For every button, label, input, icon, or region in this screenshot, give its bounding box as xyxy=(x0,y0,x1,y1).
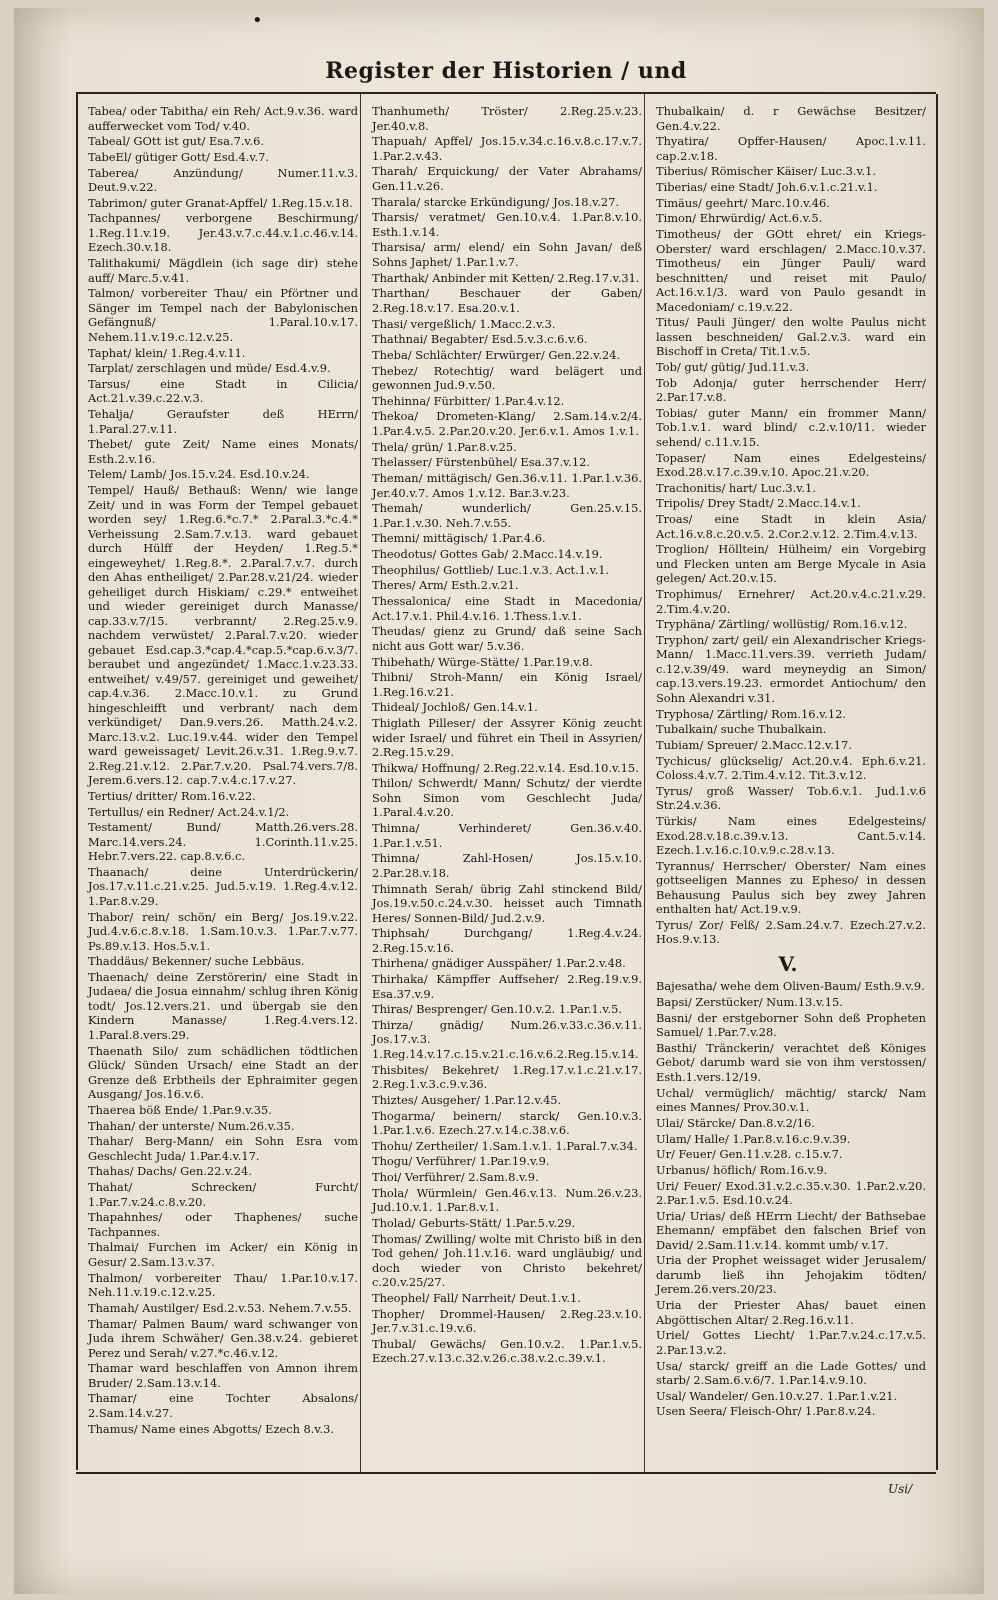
index-entry: Tabea/ oder Tabitha/ ein Reh/ Act.9.v.36. ward aufferwecket vom Tod/ v.40. xyxy=(88,104,358,133)
index-entry: Tharsis/ veratmet/ Gen.10.v.4. 1.Par.8.v.10. Esth.1.v.14. xyxy=(372,210,642,239)
index-entry: Thimna/ Zahl-Hosen/ Jos.15.v.10. 2.Par.28.v.18. xyxy=(372,851,642,880)
index-entry: Theophel/ Fall/ Narrheit/ Deut.1.v.1. xyxy=(372,1290,581,1305)
index-entry: Türkis/ Nam eines Edelgesteins/ Exod.28.v.18.c.39.v.13. Cant.5.v.14. Ezech.1.v.16.c.10.v.9.c.28.v.13. xyxy=(656,814,926,857)
index-entry: Thiphsah/ Durchgang/ 1.Reg.4.v.24. 2.Reg.15.v.16. xyxy=(372,926,642,955)
index-entry: Talmon/ vorbereiter Thau/ ein Pförtner und Sänger im Tempel nach der Babylonischen Gefängnuß/ 1.Paral.10.v.17. Nehem.11.v.19.c.12.v.25. xyxy=(88,286,358,344)
index-entry: Thahat/ Schrecken/ Furcht/ 1.Par.7.v.24.c.8.v.20. xyxy=(88,1180,358,1209)
index-entry: Usen Seera/ Fleisch-Ohr/ 1.Par.8.v.24. xyxy=(656,1404,876,1419)
running-head: Register der Historien / und xyxy=(325,58,687,84)
index-entry: Thahas/ Dachs/ Gen.22.v.24. xyxy=(88,1164,252,1179)
index-entry: Tubalkain/ suche Thubalkain. xyxy=(656,722,827,737)
index-entry: Theba/ Schlächter/ Erwürger/ Gen.22.v.24. xyxy=(372,347,621,362)
index-entry: Thimna/ Verhinderet/ Gen.36.v.40. 1.Par.1.v.51. xyxy=(372,821,642,850)
index-entry: Tharah/ Erquickung/ der Vater Abrahams/ Gen.11.v.26. xyxy=(372,164,642,193)
index-entry: Thibni/ Stroh-Mann/ ein König Israel/ 1.Reg.16.v.21. xyxy=(372,670,642,699)
index-entry: Thisbites/ Bekehret/ 1.Reg.17.v.1.c.21.v.17. 2.Reg.1.v.3.c.9.v.36. xyxy=(372,1062,642,1092)
index-entry: Usa/ starck/ greiff an die Lade Gottes/ und starb/ 2.Sam.6.v.6/7. 1.Par.14.v.9.10. xyxy=(656,1358,926,1387)
index-entry: Thelasser/ Fürstenbühel/ Esa.37.v.12. xyxy=(372,455,590,470)
index-entry: Thirza/ gnädig/ Num.26.v.33.c.36.v.11. Jos.17.v.3. 1.Reg.14.v.17.c.15.v.21.c.16.v.6.2.Reg.15.v.14. xyxy=(372,1017,642,1061)
index-entry: Ur/ Feuer/ Gen.11.v.28. c.15.v.7. xyxy=(656,1147,843,1162)
index-entry: Thaenach/ deine Zerstörerin/ eine Stadt in Judaea/ die Josua einnahm/ schlug ihren König todt/ Jos.12.vers.21. und übergab sie den Kindern Manasse/ 1.Reg.4.vers.12. 1.Paral.8.vers.29. xyxy=(88,969,358,1042)
index-entry: Thideal/ Jochloß/ Gen.14.v.1. xyxy=(372,700,538,715)
index-entry: Thahar/ Berg-Mann/ ein Sohn Esra vom Geschlecht Juda/ 1.Par.4.v.17. xyxy=(88,1134,358,1163)
index-entry: Tyrus/ Zor/ Felß/ 2.Sam.24.v.7. Ezech.27.v.2. Hos.9.v.13. xyxy=(656,917,926,947)
index-entry: Tobias/ guter Mann/ ein frommer Mann/ Tob.1.v.1. ward blind/ c.2.v.10/11. wieder sehend/ c.11.v.15. xyxy=(656,405,926,449)
index-entry: Thohu/ Zertheiler/ 1.Sam.1.v.1. 1.Paral.7.v.34. xyxy=(372,1138,638,1153)
index-entry: Thirhaka/ Kämpffer Auffseher/ 2.Reg.19.v.9. Esa.37.v.9. xyxy=(372,972,642,1001)
index-entry: Thamar/ Palmen Baum/ ward schwanger von Juda ihrem Schwäher/ Gen.38.v.24. gebieret Perez und Serah/ v.27.*c.46.v.12. xyxy=(88,1316,358,1360)
index-entry: Timon/ Ehrwürdig/ Act.6.v.5. xyxy=(656,211,823,226)
index-entry: Thamar/ eine Tochter Absalons/ 2.Sam.14.v.27. xyxy=(88,1391,358,1420)
index-entry: Bajesatha/ wehe dem Oliven-Baum/ Esth.9.v.9. xyxy=(656,979,925,994)
index-entry: Tehalja/ Geraufster deß HErrn/ 1.Paral.27.v.11. xyxy=(88,407,358,436)
index-entry: TabeEl/ gütiger Gott/ Esd.4.v.7. xyxy=(88,149,269,164)
index-entry: Tyrannus/ Herrscher/ Oberster/ Nam eines gottseeligen Mannes zu Epheso/ in dessen Behausung Paulus sich bey zwey Jahren enthalten hat/ Act.19.v.9. xyxy=(656,858,926,917)
index-entry: Thogarma/ beinern/ starck/ Gen.10.v.3. 1.Par.1.v.6. Ezech.27.v.14.c.38.v.6. xyxy=(372,1108,642,1137)
index-entry: Tempel/ Hauß/ Bethauß: Wenn/ wie lange Zeit/ und in was Form der Tempel gebauet worden sey/ 1.Reg.6.*c.7.* 2.Paral.3.*c.4.* Verheissung 2.Sam.7.v.13. ward gebauet durch Hülff der Heyden/ 1.Reg.5.* eingeweyhet/ 1.Reg.8.*. 2.Paral.7.v.7. durch den Ahas entheiliget/ 2.Par.28.v.21/24. wieder geheiliget durch Hiskiam/ c.29.* entweihet und wieder gereiniget durch Manasse/ cap.33.v.7/15. verbrannt/ 2.Reg.25.v.9. nachdem verwüstet/ 2.Paral.7.v.20. wieder gebauet Esd.cap.3.*cap.4.*cap.5.*cap.6.v.3/7. beraubet und angezündet/ 1.Macc.1.v.23.33. entweihet/ v.49/57. gereiniget und geweihet/ cap.4.v.36. 2.Macc.10.v.1. zu Grund hingeschleifft und verbrant/ nach dem verkündiget/ Dan.9.vers.26. Matth.24.v.2. Marc.13.v.2. Luc.19.v.44. wider den Tempel ward geweissaget/ Levit.26.v.31. 1.Reg.9.v.7. 2.Reg.21.v.12. 2.Par.7.v.20. Psal.74.vers.7/8. Jerem.6.vers.12. cap.7.v.4.c.17.v.27. xyxy=(88,483,358,788)
index-entry: Trophimus/ Ernehrer/ Act.20.v.4.c.21.v.29. 2.Tim.4.v.20. xyxy=(656,587,926,616)
index-entry: Tryphäna/ Zärtling/ wollüstig/ Rom.16.v.12. xyxy=(656,617,908,632)
index-entry: Thamah/ Austilger/ Esd.2.v.53. Nehem.7.v.55. xyxy=(88,1300,352,1315)
index-entry: Tarsus/ eine Stadt in Cilicia/ Act.21.v.39.c.22.v.3. xyxy=(88,376,358,406)
index-entry: Tryphon/ zart/ geil/ ein Alexandrischer Kriegs-Mann/ 1.Macc.11.vers.39. verrieth Judam/ c.12.v.39/49. ward meyneydig an Simon/ cap.13.vers.19.23. ermordet Antiochum/ den Sohn Alexandri v.31. xyxy=(656,632,926,705)
index-entry: Tholad/ Geburts-Stätt/ 1.Par.5.v.29. xyxy=(372,1215,576,1230)
index-entry: Ulam/ Halle/ 1.Par.8.v.16.c.9.v.39. xyxy=(656,1131,851,1146)
index-entry: Troas/ eine Stadt in klein Asia/ Act.16.v.8.c.20.v.5. 2.Cor.2.v.12. 2.Tim.4.v.13. xyxy=(656,512,926,541)
index-entry: Thubalkain/ d. r Gewächse Besitzer/ Gen.4.v.22. xyxy=(656,104,926,133)
index-entry: Thirhena/ gnädiger Ausspäher/ 1.Par.2.v.48. xyxy=(372,956,626,971)
index-entry: Topaser/ Nam eines Edelgesteins/ Exod.28.v.17.c.39.v.10. Apoc.21.v.20. xyxy=(656,450,926,480)
index-entry: Urbanus/ höflich/ Rom.16.v.9. xyxy=(656,1162,828,1177)
index-column-2 xyxy=(366,104,642,1462)
index-entry: Theudas/ gienz zu Grund/ daß seine Sach nicht aus Gott war/ 5.v.36. xyxy=(372,624,642,653)
index-entry: Tripolis/ Drey Stadt/ 2.Macc.14.v.1. xyxy=(656,496,861,511)
index-entry: Thiras/ Besprenger/ Gen.10.v.2. 1.Par.1.v.5. xyxy=(372,1002,622,1017)
index-entry: Theophilus/ Gottlieb/ Luc.1.v.3. Act.1.v.1. xyxy=(372,562,610,577)
index-entry: Talithakumi/ Mägdlein (ich sage dir) stehe auff/ Marc.5.v.41. xyxy=(88,256,358,285)
index-entry: Tiberias/ eine Stadt/ Joh.6.v.1.c.21.v.1. xyxy=(656,180,878,195)
index-entry: Troglion/ Hölltein/ Hülheim/ ein Vorgebirg und Flecken unten am Berge Mycale in Asia gelegen/ Act.20.v.15. xyxy=(656,542,926,586)
index-entry: Thiztes/ Ausgeher/ 1.Par.12.v.45. xyxy=(372,1092,562,1107)
index-entry: Thaerea böß Ende/ 1.Par.9.v.35. xyxy=(88,1102,272,1117)
index-column-3 xyxy=(650,104,926,1462)
index-entry: Usal/ Wandeler/ Gen.10.v.27. 1.Par.1.v.21. xyxy=(656,1388,898,1403)
index-entry: Tharsisa/ arm/ elend/ ein Sohn Javan/ deß Sohns Japhet/ 1.Par.1.v.7. xyxy=(372,240,642,269)
index-entry: Thathnai/ Begabter/ Esd.5.v.3.c.6.v.6. xyxy=(372,332,588,347)
index-entry: Telem/ Lamb/ Jos.15.v.24. Esd.10.v.24. xyxy=(88,467,310,482)
index-entry: Themah/ wunderlich/ Gen.25.v.15. 1.Par.1.v.30. Neh.7.v.55. xyxy=(372,501,642,530)
index-entry: Basthi/ Tränckerin/ verachtet deß Königes Gebot/ darumb ward sie von ihm verstossen/ Esth.1.vers.12/19. xyxy=(656,1040,926,1084)
index-entry: Thoi/ Verführer/ 2.Sam.8.v.9. xyxy=(372,1170,539,1185)
index-entry: Basni/ der erstgeborner Sohn deß Propheten Samuel/ 1.Par.7.v.28. xyxy=(656,1010,926,1040)
index-entry: Thabor/ rein/ schön/ ein Berg/ Jos.19.v.22. Jud.4.v.6.c.8.v.18. 1.Sam.10.v.3. 1.Par.7.v.77. Ps.89.v.13. Hos.5.v.1. xyxy=(88,909,358,953)
index-entry: Tychicus/ glückselig/ Act.20.v.4. Eph.6.v.21. Coloss.4.v.7. 2.Tim.4.v.12. Tit.3.v.12. xyxy=(656,753,926,783)
index-entry: Thimnath Serah/ übrig Zahl stinckend Bild/ Jos.19.v.50.c.24.v.30. heisset auch Timnath Heres/ Sonnen-Bild/ Jud.2.v.9. xyxy=(372,881,642,925)
index-entry: Thola/ Würmlein/ Gen.46.v.13. Num.26.v.23. Jud.10.v.1. 1.Par.8.v.1. xyxy=(372,1185,642,1215)
index-entry: Taberea/ Anzündung/ Numer.11.v.3. Deut.9.v.22. xyxy=(88,165,358,195)
index-entry: Timäus/ geehrt/ Marc.10.v.46. xyxy=(656,195,830,210)
index-entry: Thalmon/ vorbereiter Thau/ 1.Par.10.v.17. Neh.11.v.19.c.12.v.25. xyxy=(88,1270,358,1300)
index-entry: Uri/ Feuer/ Exod.31.v.2.c.35.v.30. 1.Par.2.v.20. 2.Par.1.v.5. Esd.10.v.24. xyxy=(656,1178,926,1208)
index-entry: Uchal/ vermüglich/ mächtig/ starck/ Nam eines Mannes/ Prov.30.v.1. xyxy=(656,1085,926,1115)
index-entry: Tharthak/ Anbinder mit Ketten/ 2.Reg.17.v.31. xyxy=(372,270,640,285)
index-entry: Thalmai/ Furchen im Acker/ ein König in Gesur/ 2.Sam.13.v.37. xyxy=(88,1240,358,1269)
index-entry: Theodotus/ Gottes Gab/ 2.Macc.14.v.19. xyxy=(372,547,603,562)
index-entry: Thogu/ Verführer/ 1.Par.19.v.9. xyxy=(372,1154,550,1169)
index-entry: Theres/ Arm/ Esth.2.v.21. xyxy=(372,578,519,593)
index-entry: Tharthan/ Beschauer der Gaben/ 2.Reg.18.v.17. Esa.20.v.1. xyxy=(372,286,642,315)
index-entry: Thyatira/ Opffer-Hausen/ Apoc.1.v.11. cap.2.v.18. xyxy=(656,134,926,163)
index-entry: Tharala/ starcke Erkündigung/ Jos.18.v.27. xyxy=(372,194,619,209)
index-entry: Taphat/ klein/ 1.Reg.4.v.11. xyxy=(88,345,246,360)
index-entry: Tryphosa/ Zärtling/ Rom.16.v.12. xyxy=(656,706,846,721)
index-entry: Thilon/ Schwerdt/ Mann/ Schutz/ der vierdte Sohn Simon vom Geschlecht Juda/ 1.Paral.4.v.20. xyxy=(372,776,642,820)
index-entry: Tertullus/ ein Redner/ Act.24.v.1/2. xyxy=(88,804,290,819)
index-entry: Tabeal/ GOtt ist gut/ Esa.7.v.6. xyxy=(88,134,265,149)
index-entry: Tertius/ dritter/ Rom.16.v.22. xyxy=(88,788,256,803)
index-entry: Thamar ward beschlaffen von Amnon ihrem Bruder/ 2.Sam.13.v.14. xyxy=(88,1361,358,1390)
index-entry: Tachpannes/ verborgene Beschirmung/ 1.Reg.11.v.19. Jer.43.v.7.c.44.v.1.c.46.v.14. Ezech.30.v.18. xyxy=(88,211,358,255)
index-entry: Tiberius/ Römischer Käiser/ Luc.3.v.1. xyxy=(656,164,877,179)
index-entry: Thibehath/ Würge-Stätte/ 1.Par.19.v.8. xyxy=(372,654,593,669)
index-entry: Ulai/ Stärcke/ Dan.8.v.2/16. xyxy=(656,1115,815,1130)
index-entry: Theman/ mittägisch/ Gen.36.v.11. 1.Par.1.v.36. Jer.40.v.7. Amos 1.v.12. Bar.3.v.23. xyxy=(372,471,642,500)
index-entry: Thikwa/ Hoffnung/ 2.Reg.22.v.14. Esd.10.v.15. xyxy=(372,760,639,775)
index-entry: Bapsi/ Zerstücker/ Num.13.v.15. xyxy=(656,995,843,1010)
footer-rule xyxy=(76,1472,936,1474)
index-entry: Thebez/ Rotechtig/ ward belägert und gewonnen Jud.9.v.50. xyxy=(372,363,642,393)
index-entry: Thomas/ Zwilling/ wolte mit Christo biß in den Tod gehen/ Joh.11.v.16. ward ungläubig/ und doch wieder von Christo bekehret/ c.20.v.25/27. xyxy=(372,1231,642,1290)
page-mark: • xyxy=(252,10,263,31)
index-entry: Themni/ mittägisch/ 1.Par.4.6. xyxy=(372,531,546,546)
index-entry: Thela/ grün/ 1.Par.8.v.25. xyxy=(372,439,517,454)
index-entry: Tubiam/ Spreuer/ 2.Macc.12.v.17. xyxy=(656,737,852,752)
index-entry: Tyrus/ groß Wasser/ Tob.6.v.1. Jud.1.v.6 Str.24.v.36. xyxy=(656,783,926,813)
index-entry: Thahan/ der unterste/ Num.26.v.35. xyxy=(88,1118,295,1133)
index-column-1 xyxy=(82,104,358,1462)
index-entry: Thessalonica/ eine Stadt in Macedonia/ Act.17.v.1. Phil.4.v.16. 1.Thess.1.v.1. xyxy=(372,594,642,623)
index-entry: Uriel/ Gottes Liecht/ 1.Par.7.v.24.c.17.v.5. 2.Par.13.v.2. xyxy=(656,1328,926,1357)
index-entry: Uria der Prophet weissaget wider Jerusalem/ darumb ließ ihn Jehojakim tödten/ Jerem.26.vers.20/23. xyxy=(656,1253,926,1297)
index-entry: Thasi/ vergeßlich/ 1.Macc.2.v.3. xyxy=(372,316,556,331)
column-divider xyxy=(644,94,645,1472)
index-entry: Titus/ Pauli Jünger/ den wolte Paulus nicht lassen beschneiden/ Gal.2.v.3. ward ein Bischoff in Creta/ Tit.1.v.5. xyxy=(656,315,926,359)
section-letter: V. xyxy=(778,951,798,976)
index-entry: Thiglath Pilleser/ der Assyrer König zeucht wider Israel/ und führet ein Theil in Assyrien/ 2.Reg.15.v.29. xyxy=(372,716,642,760)
index-entry: Thamus/ Name eines Abgotts/ Ezech 8.v.3. xyxy=(88,1421,334,1436)
catchword: Usi/ xyxy=(888,1482,913,1496)
index-entry: Tarplat/ zerschlagen und müde/ Esd.4.v.9. xyxy=(88,361,331,376)
index-entry: Thopher/ Drommel-Hausen/ 2.Reg.23.v.10. Jer.7.v.31.c.19.v.6. xyxy=(372,1306,642,1335)
index-entry: Thubal/ Gewächs/ Gen.10.v.2. 1.Par.1.v.5. Ezech.27.v.13.c.32.v.26.c.38.v.2.c.39.v.1. xyxy=(372,1336,642,1366)
index-entry: Tob/ gut/ gütig/ Jud.11.v.3. xyxy=(656,360,810,374)
index-entry: Thebet/ gute Zeit/ Name eines Monats/ Esth.2.v.16. xyxy=(88,437,358,466)
column-divider xyxy=(360,94,361,1472)
index-entry: Trachonitis/ hart/ Luc.3.v.1. xyxy=(656,480,816,495)
index-entry: Thehinna/ Fürbitter/ 1.Par.4.v.12. xyxy=(372,393,565,408)
index-entry: Thaanach/ deine Unterdrückerin/ Jos.17.v.11.c.21.v.25. Jud.5.v.19. 1.Reg.4.v.12. 1.Par.8.v.29. xyxy=(88,864,358,908)
index-entry: Thanhumeth/ Tröster/ 2.Reg.25.v.23. Jer.40.v.8. xyxy=(372,104,642,133)
index-entry: Tob Adonja/ guter herrschender Herr/ 2.Par.17.v.8. xyxy=(656,375,926,405)
index-entry: Thaddäus/ Bekenner/ suche Lebbäus. xyxy=(88,954,305,969)
index-entry: Thapuah/ Apffel/ Jos.15.v.34.c.16.v.8.c.17.v.7. 1.Par.2.v.43. xyxy=(372,134,642,163)
index-entry: Timotheus/ der GOtt ehret/ ein Kriegs-Oberster/ ward erschlagen/ 2.Macc.10.v.37. Timotheus/ ein Jünger Pauli/ ward beschnitten/ und reiset mit Paulo/ Act.16.v.1/3. ward von Paulo gesandt in Macedoniam/ c.19.v.22. xyxy=(656,227,926,314)
index-entry: Uria der Priester Ahas/ bauet einen Abgöttischen Altar/ 2.Reg.16.v.11. xyxy=(656,1298,926,1327)
index-entry: Thapahnhes/ oder Thaphenes/ suche Tachpannes. xyxy=(88,1210,358,1239)
index-entry: Thaenath Silo/ zum schädlichen tödtlichen Glück/ Sünden Ursach/ eine Stadt an der Grenze deß Erbtheils der Ephraimiter gegen Ausgang/ Jos.16.v.6. xyxy=(88,1043,358,1102)
index-entry: Tabrimon/ guter Granat-Apffel/ 1.Reg.15.v.18. xyxy=(88,195,353,210)
index-entry: Thekoa/ Drometen-Klang/ 2.Sam.14.v.2/4. 1.Par.4.v.5. 2.Par.20.v.20. Jer.6.v.1. Amos 1.v.1. xyxy=(372,409,642,438)
index-entry: Testament/ Bund/ Matth.26.vers.28. Marc.14.vers.24. 1.Corinth.11.v.25. Hebr.7.vers.22. cap.8.v.6.c. xyxy=(88,820,358,864)
index-entry: Uria/ Urias/ deß HErrn Liecht/ der Bathsebae Ehemann/ empfäbet den falschen Brief von David/ 2.Sam.11.v.14. kommt umb/ v.17. xyxy=(656,1208,926,1252)
